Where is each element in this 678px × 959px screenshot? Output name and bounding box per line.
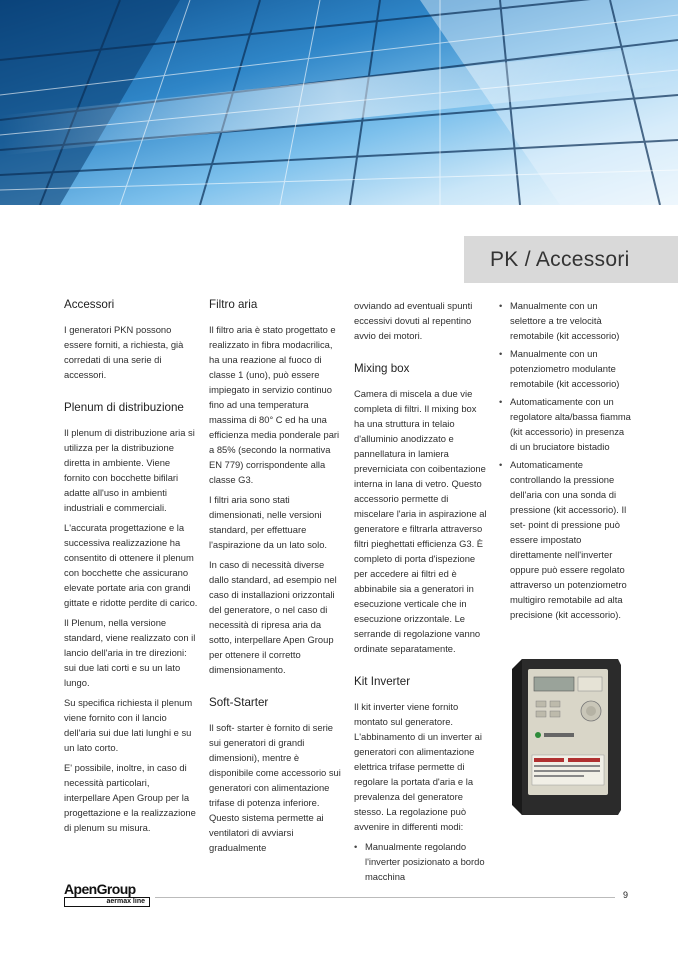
list-item: • Manualmente con un potenziometro modulante remotabile (kit accessorio) bbox=[499, 346, 633, 391]
column-4 bbox=[499, 298, 633, 625]
footer-divider bbox=[155, 897, 615, 898]
paragraph: In caso di necessità diverse dallo standard, ad esempio nel caso di installazioni orizzontali del generatore, o nel caso di necessità di ripresa aria da sotto, interpellare Apen Group per ottenere il corretto dimensionamento. bbox=[209, 559, 337, 675]
list-item: • Manualmente regolando l'inverter posizionato a bordo macchina bbox=[354, 839, 487, 884]
heading-soft-starter: Soft-Starter bbox=[209, 696, 269, 709]
paragraph: I filtri aria sono stati dimensionati, nelle versioni standard, per effettuare l'aspirazione da un lato solo. bbox=[209, 494, 328, 550]
list-item: • Manualmente con un selettore a tre velocità remotabile (kit accessorio) bbox=[499, 298, 633, 343]
paragraph: Su specifica richiesta il plenum viene fornito con il lancio dell'aria sui due lati lunghi e su un lato corto. bbox=[64, 697, 193, 753]
paragraph: Camera di miscela a due vie completa di filtri. Il mixing box ha una struttura in telaio d'alluminio anodizzato e pannellatura in lamiera preverniciata con coibentazione interna in lana di vetro. Questo accessorio permette di miscelare l'aria in aspirazione al generatore e filtrarla attraverso filtri pieghettati efficienza G3. È completo di porta d'ispezione per accedere ai filtri ed è abbinabile sia a generatori in esecuzione verticale che in esecuzione orizzontale. Le serrande di regolazione vanno ordinate separatamente. bbox=[354, 388, 487, 654]
column-1 bbox=[64, 298, 198, 840]
bullet-list bbox=[354, 839, 487, 884]
list-item: • Automaticamente con un regolatore alta/bassa fiamma (kit accessorio) in presenza di un bruciatore bistadio bbox=[499, 394, 633, 454]
paragraph: Il filtro aria è stato progettato e realizzato in fibra modacrilica, ha una reazione al fuoco di classe 1 (uno), può essere impiegato in servizio continuo fino ad una temperatura massima di 80° C ed ha una efficienza media ponderale pari a 85% (secondo la normativa EN 779) corrispondente alla classe G3. bbox=[209, 324, 340, 485]
paragraph: ovviando ad eventuali spunti eccessivi dovuti al repentino avvio dei motori. bbox=[354, 300, 473, 341]
column-2 bbox=[209, 298, 342, 860]
apengroup-logo bbox=[64, 882, 150, 907]
page-title: PK / Accessori bbox=[490, 247, 630, 271]
heading-plenum: Plenum di distribuzione bbox=[64, 401, 184, 414]
glass-architecture-image bbox=[0, 0, 678, 205]
logo-sub-text: aermax line bbox=[64, 897, 150, 907]
heading-kit-inverter: Kit Inverter bbox=[354, 675, 411, 688]
bullet-list bbox=[499, 298, 633, 622]
paragraph: Il soft- starter è fornito di serie sui generatori di grandi dimensioni), mentre è disponibile come accessorio sui generatori con alimentazione trifase di potenza inferiore. Questo sistema permette ai ventilatori di avviarsi gradualmente bbox=[209, 722, 341, 853]
column-3 bbox=[354, 298, 487, 887]
list-item: • Automaticamente controllando la pressione dell'aria con una sonda di pressione (kit accessorio). Il set- point di pressione può essere impostato direttamente nell'inverter oppure può essere regolato attraverso un potenziometro multigiro remotabile ad alta precisione (kit accessorio). bbox=[499, 457, 633, 622]
paragraph: I generatori PKN possono essere forniti, a richiesta, già corredati di una serie di accessori. bbox=[64, 324, 184, 380]
page-number: 9 bbox=[623, 890, 629, 900]
heading-mixing-box: Mixing box bbox=[354, 362, 410, 375]
paragraph: Il plenum di distribuzione aria si utilizza per la distribuzione diretta in ambiente. Viene fornito con bocchette bifilari adatte all'uso in ambienti industriali e commerciali. bbox=[64, 427, 195, 513]
inverter-product-image bbox=[508, 655, 623, 817]
paragraph: Il kit inverter viene fornito montato sul generatore. L'abbinamento di un inverter ai generatori con alimentazione elettrica trifase permette di regolare la portata d'aria e la prevalenza del generatore stesso. La regolazione può avvenire in differenti modi: bbox=[354, 701, 482, 832]
paragraph: Il Plenum, nella versione standard, viene realizzato con il lancio dell'aria in tre direzioni: sui due lati corti e su un lato lungo. bbox=[64, 617, 196, 688]
logo-main-text: ApenGroup bbox=[64, 881, 136, 897]
paragraph: L'accurata progettazione e la successiva realizzazione ha consentito di ottenere il plenum con bocchette che assicurano elevate portate aria con grandi gittate e ridotte perdite di carico. bbox=[64, 522, 198, 608]
page-title-tab bbox=[464, 236, 678, 283]
heading-accessori: Accessori bbox=[64, 298, 115, 311]
heading-filtro-aria: Filtro aria bbox=[209, 298, 258, 311]
paragraph: E' possibile, inoltre, in caso di necessità particolari, interpellare Apen Group per la progettazione e la realizzazione di plenum su misura. bbox=[64, 762, 196, 833]
header-hero-image bbox=[0, 0, 678, 205]
